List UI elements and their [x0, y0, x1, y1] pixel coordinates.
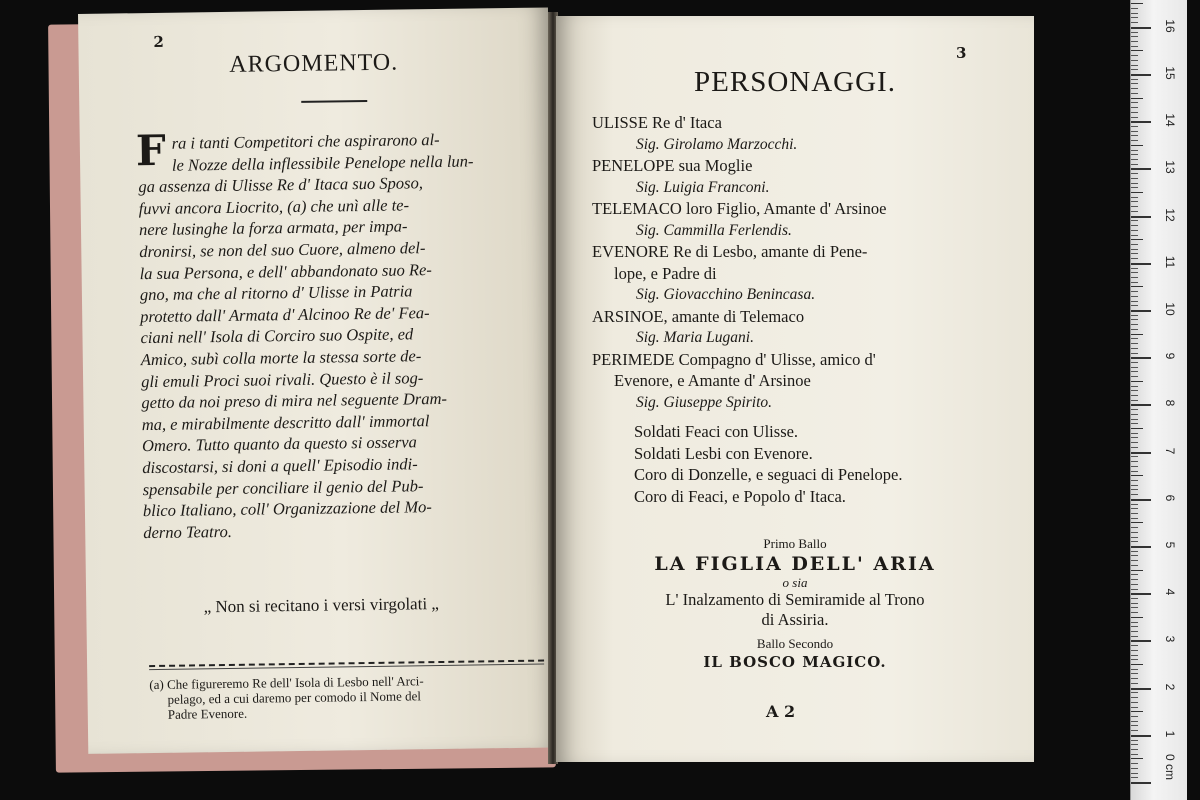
- cast-singer: Sig. Luigia Franconi.: [636, 178, 770, 196]
- ruler-tick: [1131, 211, 1138, 212]
- ruler-tick: [1131, 268, 1138, 269]
- ruler-tick: [1131, 640, 1151, 642]
- cast-role: EVENORE Re di Lesbo, amante di Pene-: [592, 242, 868, 261]
- ruler-tick: [1131, 570, 1143, 571]
- ruler-tick: [1131, 41, 1138, 42]
- ruler-tick: [1131, 371, 1138, 372]
- footnote-line: pelago, ed a cui daremo per comodo il Nome del: [167, 688, 422, 707]
- ruler-tick: [1131, 249, 1138, 250]
- ruler-number: 1: [1163, 730, 1177, 738]
- ruler-tick: [1131, 593, 1151, 595]
- ruler-unit-label: 0 cm: [1163, 753, 1177, 780]
- ruler-tick: [1131, 773, 1138, 774]
- ruler-tick: [1131, 754, 1138, 755]
- ruler-tick: [1131, 607, 1138, 608]
- ruler-tick: [1131, 343, 1138, 344]
- ruler-tick: [1131, 532, 1138, 533]
- ruler-tick: [1131, 135, 1138, 136]
- ruler-tick: [1131, 225, 1138, 226]
- ruler-tick: [1131, 598, 1138, 599]
- ruler-tick: [1131, 683, 1138, 684]
- ruler-number: 12: [1163, 207, 1177, 222]
- ruler-tick: [1131, 117, 1138, 118]
- ruler-tick: [1131, 83, 1138, 84]
- text-line: la sua Persona, e dell' abbandonato suo Re-: [139, 259, 432, 283]
- ruler-tick: [1131, 589, 1138, 590]
- text-line: getto da noi preso di mira nel seguente Dram-: [141, 389, 448, 413]
- ruler-tick: [1131, 678, 1138, 679]
- ruler-tick: [1131, 721, 1138, 722]
- ruler-tick: [1131, 650, 1138, 651]
- text-line: derno Teatro.: [143, 521, 232, 542]
- ruler-tick: [1131, 636, 1138, 637]
- ruler-tick: [1131, 324, 1138, 325]
- cast-list: [592, 112, 1012, 507]
- ruler-number: 2: [1163, 683, 1177, 690]
- ruler-tick: [1131, 716, 1138, 717]
- ruler-tick: [1131, 626, 1138, 627]
- ruler-tick: [1131, 475, 1143, 476]
- signature-mark: A 2: [766, 702, 796, 721]
- ruler-tick: [1131, 107, 1138, 108]
- extras-line: Soldati Lesbi con Evenore.: [634, 443, 813, 463]
- extras-line: Coro di Donzelle, e seguaci di Penelope.: [634, 465, 903, 484]
- extras-line: Soldati Feaci con Ulisse.: [634, 422, 799, 441]
- ruler-tick: [1131, 725, 1138, 726]
- cast-role: TELEMACO loro Figlio, Amante d' Arsinoe: [592, 199, 887, 218]
- text-line: le Nozze della inflessibile Penelope nella lun-: [171, 151, 474, 175]
- ruler-tick: [1131, 437, 1138, 438]
- ruler-tick: [1131, 286, 1143, 287]
- ruler-tick: [1131, 338, 1138, 339]
- ruler-tick: [1131, 74, 1151, 76]
- ruler-tick: [1131, 178, 1138, 179]
- ruler-tick: [1131, 419, 1138, 420]
- ruler-tick: [1131, 730, 1138, 731]
- ruler-number: 11: [1163, 255, 1177, 269]
- ruler-tick: [1131, 669, 1138, 670]
- cast-singer: Sig. Giovacchino Benincasa.: [636, 286, 816, 303]
- ruler-number: 14: [1163, 113, 1177, 127]
- ruler-tick: [1131, 409, 1138, 410]
- drop-cap: F: [135, 125, 167, 176]
- ruler-tick: [1131, 102, 1138, 103]
- ruler-number: 13: [1163, 160, 1177, 175]
- ruler-tick: [1131, 456, 1138, 457]
- ruler-tick: [1131, 291, 1138, 292]
- ruler-tick: [1131, 400, 1138, 401]
- ruler-tick: [1131, 688, 1151, 690]
- ruler-tick: [1131, 22, 1138, 23]
- ruler-tick: [1131, 692, 1138, 693]
- text-line: blico Italiano, coll' Organizzazione del Mo-: [142, 497, 432, 521]
- cast-role: PERIMEDE Compagno d' Ulisse, amico d': [592, 349, 876, 369]
- ruler-tick: [1131, 258, 1138, 259]
- ruler-tick: [1131, 60, 1138, 61]
- ruler-tick: [1131, 489, 1138, 490]
- ruler-tick: [1131, 504, 1138, 505]
- text-line: discostarsi, si doni a quell' Episodio indi-: [142, 454, 418, 478]
- ruler-tick: [1131, 603, 1138, 604]
- text-line: ma, e mirabilmente descritto dall' immortal: [141, 410, 430, 434]
- cast-singer: Sig. Maria Lugani.: [636, 329, 754, 346]
- cast-role-continued: lope, e Padre di: [614, 263, 717, 283]
- text-line: Omero. Tutto quanto da questo si osserva: [141, 432, 418, 456]
- ruler-tick: [1131, 584, 1138, 585]
- ruler-tick: [1131, 376, 1138, 377]
- ruler-tick: [1131, 55, 1138, 56]
- ballet-title: LA FIGLIA DELL' ARIA: [654, 553, 936, 575]
- ruler-tick: [1131, 367, 1138, 368]
- ruler-tick: [1131, 140, 1138, 141]
- left-page: [78, 7, 558, 753]
- ruler-tick: [1131, 711, 1143, 712]
- ballet-title: IL BOSCO MAGICO.: [703, 653, 887, 671]
- ruler-tick: [1131, 168, 1151, 170]
- ruler-tick: [1131, 50, 1143, 51]
- page-title: PERSONAGGI.: [694, 66, 896, 98]
- ruler-tick: [1131, 329, 1138, 330]
- ruler-tick: [1131, 244, 1138, 245]
- ruler-tick: [1131, 404, 1151, 406]
- text-line: ra i tanti Competitori che aspirarono al-: [171, 129, 440, 153]
- ruler-number: 7: [1163, 447, 1177, 454]
- text-line: spensabile per conciliare il genio del Pub-: [142, 475, 424, 499]
- ruler-tick: [1131, 758, 1143, 759]
- ballet-subtitle: L' Inalzamento di Semiramide al Trono: [665, 590, 925, 609]
- ruler-tick: [1131, 518, 1138, 519]
- ruler-tick: [1131, 357, 1151, 359]
- ruler-tick: [1131, 673, 1138, 674]
- ruler-tick: [1131, 69, 1138, 70]
- argument-text: [135, 125, 542, 544]
- ruler-number: 4: [1163, 588, 1177, 596]
- cast-singer: Sig. Giuseppe Spirito.: [636, 393, 773, 411]
- ruler-tick: [1131, 386, 1138, 387]
- ruler-tick: [1131, 499, 1151, 501]
- ruler-tick: [1131, 79, 1138, 80]
- ruler-tick: [1131, 480, 1138, 481]
- ruler-tick: [1131, 655, 1138, 656]
- ruler-tick: [1131, 461, 1138, 462]
- ruler-tick: [1131, 414, 1138, 415]
- ruler-tick: [1131, 763, 1138, 764]
- ruler-tick: [1131, 508, 1138, 509]
- spacer: [592, 413, 1012, 421]
- cast-role: PENELOPE sua Moglie: [592, 156, 753, 175]
- ruler-tick: [1131, 154, 1138, 155]
- ruler-tick: [1131, 126, 1138, 127]
- ruler-tick: [1131, 197, 1138, 198]
- extras-line: Coro di Feaci, e Popolo d' Itaca.: [634, 486, 846, 506]
- ruler-tick: [1131, 494, 1138, 495]
- ruler-tick: [1131, 631, 1138, 632]
- ruler-tick: [1131, 253, 1138, 254]
- ruler-tick: [1131, 423, 1138, 424]
- ruler-tick: [1131, 216, 1151, 218]
- text-line: fuvvi ancora Liocrito, (a) che unì alle te-: [138, 195, 410, 218]
- ruler-tick: [1131, 485, 1138, 486]
- ruler-tick: [1131, 296, 1138, 297]
- ruler-tick: [1131, 447, 1138, 448]
- ruler-tick: [1131, 88, 1138, 89]
- ballet-heading: Ballo Secondo: [756, 636, 834, 651]
- ruler-tick: [1131, 206, 1138, 207]
- ruler-tick: [1131, 390, 1138, 391]
- text-line: nere lusinghe la forza armata, per impa-: [138, 216, 408, 240]
- text-line: gno, ma che al ritorno d' Ulisse in Patria: [139, 281, 413, 305]
- ruler-tick: [1131, 272, 1138, 273]
- footnote: [149, 671, 550, 722]
- ruler-tick: [1131, 32, 1138, 33]
- ruler-tick: [1131, 471, 1138, 472]
- ruler-number: 10: [1163, 302, 1177, 316]
- text-line: ga assenza di Ulisse Re d' Itaca suo Sposo,: [138, 173, 424, 197]
- ruler-tick: [1131, 27, 1151, 29]
- ruler-tick: [1131, 65, 1138, 66]
- title-rule: [301, 100, 367, 103]
- ballet-subtitle: di Assiria.: [761, 610, 829, 629]
- ruler-tick: [1131, 36, 1138, 37]
- ruler-tick: [1131, 749, 1138, 750]
- ruler-tick: [1131, 159, 1138, 160]
- ruler-tick: [1131, 93, 1138, 94]
- ruler-number: 6: [1163, 494, 1177, 502]
- cast-role: ARSINOE, amante di Telemaco: [592, 306, 805, 326]
- ruler-tick: [1131, 263, 1151, 265]
- ruler-tick: [1131, 3, 1143, 4]
- ruler-tick: [1131, 13, 1138, 14]
- ruler-tick: [1131, 353, 1138, 354]
- ruler-tick: [1131, 537, 1138, 538]
- ruler-tick: [1131, 527, 1138, 528]
- ruler-number: 3: [1163, 636, 1177, 643]
- ruler-tick: [1131, 315, 1138, 316]
- ruler-tick: [1131, 305, 1138, 306]
- ruler-tick: [1131, 777, 1138, 778]
- text-line: Amico, subì colla morte la stessa sorte de-: [140, 346, 422, 370]
- ruler-tick: [1131, 310, 1151, 312]
- ruler-tick: [1131, 395, 1138, 396]
- ruler-number: 8: [1163, 400, 1177, 407]
- ruler-tick: [1131, 579, 1138, 580]
- ruler-tick: [1131, 735, 1151, 737]
- ruler-tick: [1131, 334, 1143, 335]
- footnote-line: Padre Evenore.: [167, 705, 248, 722]
- ruler-tick: [1131, 452, 1151, 454]
- ruler-tick: [1131, 235, 1138, 236]
- ruler-tick: [1131, 782, 1151, 784]
- ruler-tick: [1131, 707, 1138, 708]
- page-title: ARGOMENTO.: [229, 49, 399, 78]
- ruler-tick: [1131, 697, 1138, 698]
- ruler-tick: [1131, 46, 1138, 47]
- cast-role: ULISSE Re d' Itaca: [592, 113, 722, 132]
- ruler-tick: [1131, 192, 1143, 193]
- ruler-number: 5: [1163, 541, 1177, 549]
- ruler-number: 9: [1163, 352, 1177, 360]
- ruler-tick: [1131, 546, 1151, 548]
- cast-singer: Sig. Cammilla Ferlendis.: [636, 221, 792, 239]
- text-line: dronirsi, se non del suo Cuore, almeno del-: [139, 238, 426, 262]
- ruler-tick: [1131, 145, 1143, 146]
- ruler-tick: [1131, 187, 1138, 188]
- ruler-tick: [1131, 8, 1138, 9]
- ruler-number: 16: [1163, 19, 1177, 33]
- recitation-note: „ Non si recitano i versi virgolati „: [203, 594, 440, 617]
- ruler-tick: [1131, 466, 1138, 467]
- ruler-tick: [1131, 173, 1138, 174]
- ruler-tick: [1131, 433, 1138, 434]
- ruler-tick: [1131, 230, 1138, 231]
- ballet-heading: Primo Ballo: [763, 536, 827, 551]
- ruler-tick: [1131, 428, 1143, 429]
- ruler-tick: [1131, 131, 1138, 132]
- ruler-tick: [1131, 551, 1138, 552]
- ruler-tick: [1131, 768, 1138, 769]
- ruler-tick: [1131, 112, 1138, 113]
- ruler-tick: [1131, 664, 1143, 665]
- page-number: 3: [956, 44, 967, 62]
- ruler-tick: [1131, 702, 1138, 703]
- ruler-tick: [1131, 622, 1138, 623]
- ruler-tick: [1131, 617, 1143, 618]
- ruler-tick: [1131, 239, 1143, 240]
- ruler-tick: [1131, 555, 1138, 556]
- ruler-tick: [1131, 282, 1138, 283]
- ruler-tick: [1131, 319, 1138, 320]
- page-number: 2: [153, 32, 164, 51]
- cast-singer: Sig. Girolamo Marzocchi.: [636, 135, 798, 153]
- ruler-tick: [1131, 574, 1138, 575]
- ruler-tick: [1131, 522, 1143, 523]
- ruler-tick: [1131, 220, 1138, 221]
- ruler-tick: [1131, 612, 1138, 613]
- ruler-tick: [1131, 98, 1143, 99]
- ruler-tick: [1131, 183, 1138, 184]
- ruler-tick: [1131, 513, 1138, 514]
- ruler-tick: [1131, 645, 1138, 646]
- right-page: [556, 16, 1034, 762]
- ballet-or: o sia: [782, 575, 808, 590]
- cast-role-continued: Evenore, e Amante d' Arsinoe: [614, 371, 811, 390]
- ballets-section: [556, 536, 1034, 672]
- ruler-tick: [1131, 541, 1138, 542]
- footnote-line: (a) Che figureremo Re dell' Isola di Lesbo nell' Arci-: [149, 673, 424, 693]
- text-line: protetto dall' Armata d' Alcinoo Re de' Fea-: [140, 302, 430, 326]
- measuring-ruler: [1130, 0, 1187, 800]
- ruler-tick: [1131, 164, 1138, 165]
- ruler-tick: [1131, 150, 1138, 151]
- ruler-tick: [1131, 17, 1138, 18]
- ruler-tick: [1131, 744, 1138, 745]
- ruler-tick: [1131, 362, 1138, 363]
- ruler-tick: [1131, 121, 1151, 123]
- ruler-tick: [1131, 201, 1138, 202]
- ruler-tick: [1131, 560, 1138, 561]
- ruler-tick: [1131, 277, 1138, 278]
- ruler-tick: [1131, 565, 1138, 566]
- ruler-tick: [1131, 740, 1138, 741]
- ruler-tick: [1131, 301, 1138, 302]
- ruler-tick: [1131, 381, 1143, 382]
- text-line: ciani nell' Isola di Corciro suo Ospite, ed: [140, 324, 414, 348]
- text-line: gli emuli Proci suoi rivali. Questo è il sog-: [141, 367, 424, 391]
- ruler-tick: [1131, 442, 1138, 443]
- ruler-number: 15: [1163, 66, 1177, 80]
- ruler-tick: [1131, 659, 1138, 660]
- ruler-tick: [1131, 348, 1138, 349]
